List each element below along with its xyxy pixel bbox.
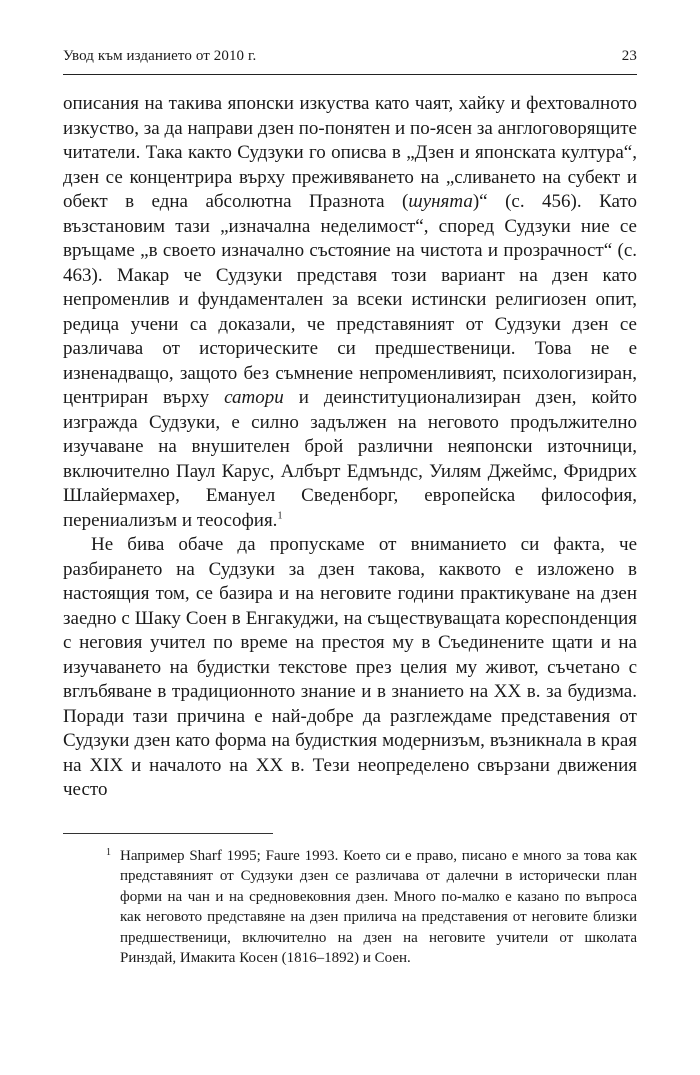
- text-run: Не бива обаче да пропускаме от вниманието си факта, че разбирането на Судзуки за дзен такова, каквото е изложено в настоящия том, се базира и на неговите години практикуване на дзен заедно с Шаку Соен в Енгакуджи, на съществуващата кореспонденция с неговия учител по време на престоя му в Съединените щати и на изучаването на будистки текстове през целия му живот, съчетано с вглъбяване в традиционното знание и в знанието на XX в. за будизма. Поради тази причина е най-добре да разглеждаме представения от Судзуки дзен като форма на будисткия модернизъм, възникнала в края на XIX и началото на XX в. Тези неопределено свързани движения често: [63, 534, 637, 800]
- footnote-marker: 1: [106, 847, 111, 858]
- emphasized-term: сатори: [224, 387, 284, 408]
- text-run: описания на такива японски изкуства като чаят, хайку и фехтовалното изкуство, за да направи дзен по-понятен и по-ясен за англоговорящите читатели. Така както Судзуки го описва в „Дзен и японската култура“, дзен се концентрира върху преживяването на „сливането на субект и обект в една абсолютна Празнота (: [63, 93, 637, 212]
- page-number: 23: [621, 48, 637, 64]
- footnote-reference: 1: [277, 510, 283, 522]
- paragraph: [63, 533, 637, 803]
- text-run: и деинституционализиран дзен, който изгражда Судзуки, е силно задължен на неговото продължително изучаване на внушителен брой различни неяпонски източници, включително Паул Карус, Албърт Едмъндс, Уилям Джеймс, Фридрих Шлайермахер, Емануел Сведенборг, европейска философия, перениализъм и теософия.: [63, 387, 637, 531]
- footnote-text: Например Sharf 1995; Faure 1993. Което си е право, писано е много за това как представяният от Судзуки дзен се различава от далечни в исторически план форми на чан и на средновековния дзен. Много по-малко е казано по въпроса как неговото представяне на дзен прилича на представения от неговите близки предшественици, включително на дзен на неговите учители от школата Ринздай, Имакита Косен (1816–1892) и Соен.: [120, 848, 637, 967]
- footnote: [63, 846, 637, 968]
- chapter-title: Увод към изданието от 2010 г.: [63, 48, 257, 64]
- running-header: [63, 48, 637, 65]
- emphasized-term: шунята: [408, 191, 473, 212]
- text-run: )“ (с. 456). Като възстановим тази „изначална неделимост“, според Судзуки ние се връщаме „в своето изначално състояние на чистота и прозрачност“ (с. 463). Макар че Судзуки представя този вариант на дзен като непроменлив и фундаментален за всеки истински религиозен опит, редица учени са доказали, че представяният от Судзуки дзен се различава от историческите си предшественици. Това не е изненадващо, защото без съмнение непроменливият, психологизиран, центриран върху: [63, 191, 638, 408]
- paragraph: [63, 92, 637, 533]
- body-text: [63, 92, 637, 803]
- footnote-rule: [63, 833, 273, 834]
- header-rule: [63, 74, 637, 75]
